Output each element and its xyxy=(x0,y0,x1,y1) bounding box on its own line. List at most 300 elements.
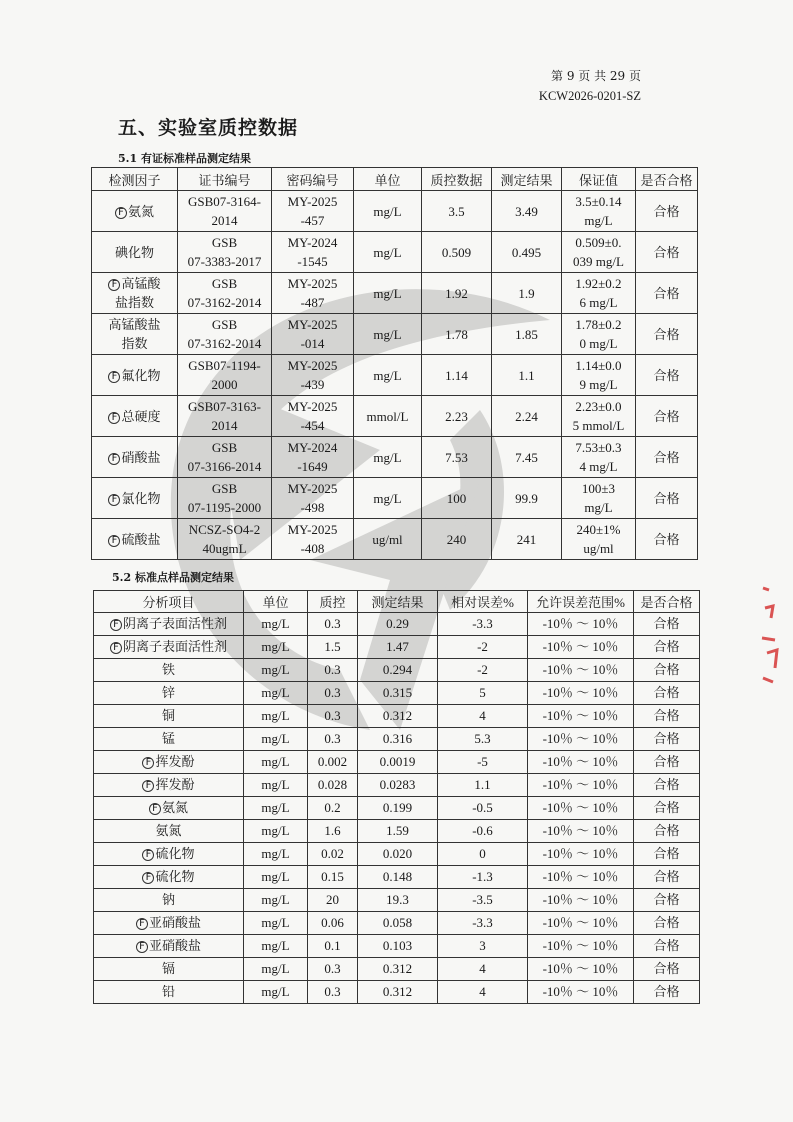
cell-line xyxy=(94,202,175,221)
pass-cell: 合格 xyxy=(636,396,698,437)
item-cell xyxy=(94,981,244,1004)
cell-line: 07-3166-2014 xyxy=(187,459,262,474)
cert-cell xyxy=(178,478,272,519)
range-cell: -10％ ～ 10％ xyxy=(528,659,634,682)
cell-line: 07-3162-2014 xyxy=(187,295,262,310)
cell-line: MY-2024 xyxy=(287,440,338,455)
table1-header-cell: 证书编号 xyxy=(178,168,272,191)
unit-cell: mmol/L xyxy=(354,396,422,437)
cell-line: 5 mmol/L xyxy=(572,418,625,433)
item-name: 镉 xyxy=(161,961,175,976)
range-cell: -10％ ～ 10％ xyxy=(528,705,634,728)
pass-cell: 合格 xyxy=(634,751,700,774)
item-name: 铜 xyxy=(161,708,175,723)
table-row xyxy=(94,728,700,751)
item-cell xyxy=(94,659,244,682)
result-cell: 0.0019 xyxy=(358,751,438,774)
cell-line: -454 xyxy=(300,418,325,433)
unit-cell: mg/L xyxy=(244,843,308,866)
range-cell: -10％ ～ 10％ xyxy=(528,958,634,981)
item-name: 硫化物 xyxy=(155,846,195,861)
unit-cell: mg/L xyxy=(244,613,308,636)
cell-line: mg/L xyxy=(584,213,613,228)
pass-cell: 合格 xyxy=(634,889,700,912)
factor-cell xyxy=(92,355,178,396)
cell-line xyxy=(94,315,175,334)
range-cell: -10％ ～ 10％ xyxy=(528,682,634,705)
result-cell: 0.058 xyxy=(358,912,438,935)
table-row xyxy=(92,314,698,355)
qc-cell: 0.002 xyxy=(308,751,358,774)
error-cell: -1.3 xyxy=(438,866,528,889)
table-row xyxy=(94,613,700,636)
cell-line: MY-2025 xyxy=(287,276,338,291)
cell-line: ug/ml xyxy=(583,541,614,556)
item-name: 亚硝酸盐 xyxy=(148,915,201,930)
result-cell: 1.59 xyxy=(358,820,438,843)
cert-cell xyxy=(178,232,272,273)
unit-cell: mg/L xyxy=(354,355,422,396)
guarantee-cell xyxy=(562,232,636,273)
qc-cell: 0.3 xyxy=(308,981,358,1004)
unit-cell: mg/L xyxy=(244,889,308,912)
circled-f-icon: F xyxy=(142,757,154,769)
result-cell: 0.495 xyxy=(492,232,562,273)
circled-f-icon: F xyxy=(149,803,161,815)
pass-cell: 合格 xyxy=(634,774,700,797)
error-cell: 5.3 xyxy=(438,728,528,751)
range-cell: -10％ ～ 10％ xyxy=(528,866,634,889)
item-name: 阴离子表面活性剂 xyxy=(122,639,227,654)
error-cell: 4 xyxy=(438,981,528,1004)
cell-line: -439 xyxy=(300,377,325,392)
cell-line: 1.92±0.2 xyxy=(575,276,622,291)
pass-cell: 合格 xyxy=(634,797,700,820)
cell-line: MY-2025 xyxy=(287,194,338,209)
qc-cell: 0.15 xyxy=(308,866,358,889)
result-cell: 1.85 xyxy=(492,314,562,355)
range-cell: -10％ ～ 10％ xyxy=(528,774,634,797)
factor-name: 硝酸盐 xyxy=(121,449,161,465)
circled-f-icon: F xyxy=(108,279,120,291)
cert-cell xyxy=(178,437,272,478)
code-cell xyxy=(272,519,354,560)
item-cell xyxy=(94,866,244,889)
item-name: 锰 xyxy=(161,731,175,746)
table1-title: 5.1 有证标准样品测定结果 xyxy=(118,152,251,165)
cell-line: -498 xyxy=(300,500,325,515)
factor-name: 氯化物 xyxy=(121,490,161,506)
cell-line: 9 mg/L xyxy=(579,377,618,392)
result-cell: 0.312 xyxy=(358,958,438,981)
circled-f-icon: F xyxy=(136,941,148,953)
result-cell: 1.1 xyxy=(492,355,562,396)
cell-line: 0.509±0. xyxy=(575,235,622,250)
qc-cell: 0.3 xyxy=(308,705,358,728)
cert-cell xyxy=(178,191,272,232)
factor-name: 总硬度 xyxy=(121,408,161,424)
pass-cell: 合格 xyxy=(634,659,700,682)
result-cell: 0.29 xyxy=(358,613,438,636)
result-cell: 0.020 xyxy=(358,843,438,866)
code-cell xyxy=(272,314,354,355)
unit-cell: mg/L xyxy=(244,912,308,935)
error-cell: -0.6 xyxy=(438,820,528,843)
qc-cell: 0.3 xyxy=(308,958,358,981)
pass-cell: 合格 xyxy=(636,314,698,355)
table-row xyxy=(94,958,700,981)
error-cell: 0 xyxy=(438,843,528,866)
cell-line: 2.23±0.0 xyxy=(575,399,622,414)
result-cell: 0.0283 xyxy=(358,774,438,797)
cell-line: GSB xyxy=(211,317,238,332)
qc-cell: 1.5 xyxy=(308,636,358,659)
item-cell xyxy=(94,935,244,958)
table1-header-cell: 质控数据 xyxy=(422,168,492,191)
unit-cell: mg/L xyxy=(244,774,308,797)
cell-line: 0 mg/L xyxy=(579,336,618,351)
qc-cell: 0.06 xyxy=(308,912,358,935)
cell-line: 039 mg/L xyxy=(573,254,624,269)
cell-line xyxy=(94,366,175,385)
factor-cell xyxy=(92,273,178,314)
table2-header-cell: 是否合格 xyxy=(634,591,700,613)
cell-line: 3.5±0.14 xyxy=(575,194,622,209)
cell-line: 4 mg/L xyxy=(579,459,618,474)
range-cell: -10％ ～ 10％ xyxy=(528,751,634,774)
table-row xyxy=(94,774,700,797)
qc-cell: 1.92 xyxy=(422,273,492,314)
unit-cell: ug/ml xyxy=(354,519,422,560)
code-cell xyxy=(272,191,354,232)
result-cell: 0.312 xyxy=(358,705,438,728)
item-cell xyxy=(94,889,244,912)
result-cell: 2.24 xyxy=(492,396,562,437)
result-cell: 0.312 xyxy=(358,981,438,1004)
pass-cell: 合格 xyxy=(636,519,698,560)
range-cell: -10％ ～ 10％ xyxy=(528,728,634,751)
factor-cell xyxy=(92,437,178,478)
pass-cell: 合格 xyxy=(634,705,700,728)
cell-line: -457 xyxy=(300,213,325,228)
cell-line: -014 xyxy=(300,336,325,351)
cell-line: -408 xyxy=(300,541,325,556)
circled-f-icon: F xyxy=(108,453,120,465)
pass-cell: 合格 xyxy=(634,636,700,659)
cell-line: MY-2025 xyxy=(287,522,338,537)
table1-header-cell: 测定结果 xyxy=(492,168,562,191)
cell-line xyxy=(94,530,175,549)
error-cell: -5 xyxy=(438,751,528,774)
cell-line: GSB xyxy=(211,440,238,455)
table-row xyxy=(94,981,700,1004)
qc-cell: 0.3 xyxy=(308,613,358,636)
qc-cell: 0.028 xyxy=(308,774,358,797)
cert-cell xyxy=(178,314,272,355)
table2-header-cell: 测定结果 xyxy=(358,591,438,613)
table1-header-cell: 是否合格 xyxy=(636,168,698,191)
pass-cell: 合格 xyxy=(634,613,700,636)
range-cell: -10％ ～ 10％ xyxy=(528,935,634,958)
cell-line xyxy=(94,489,175,508)
result-cell: 0.199 xyxy=(358,797,438,820)
result-cell: 241 xyxy=(492,519,562,560)
item-name: 氨氮 xyxy=(161,800,188,815)
qc-cell: 2.23 xyxy=(422,396,492,437)
red-seal-edge xyxy=(759,578,785,698)
unit-cell: mg/L xyxy=(354,191,422,232)
circled-f-icon: F xyxy=(110,642,122,654)
result-cell: 3.49 xyxy=(492,191,562,232)
qc-cell: 0.3 xyxy=(308,659,358,682)
unit-cell: mg/L xyxy=(354,437,422,478)
cell-line: GSB xyxy=(211,235,238,250)
result-cell: 99.9 xyxy=(492,478,562,519)
unit-cell: mg/L xyxy=(244,866,308,889)
table1-header-cell: 检测因子 xyxy=(92,168,178,191)
range-cell: -10％ ～ 10％ xyxy=(528,820,634,843)
qc-cell: 7.53 xyxy=(422,437,492,478)
qc-cell: 0.02 xyxy=(308,843,358,866)
qc-cell: 0.509 xyxy=(422,232,492,273)
table-row xyxy=(92,396,698,437)
qc-cell: 100 xyxy=(422,478,492,519)
guarantee-cell xyxy=(562,273,636,314)
error-cell: 4 xyxy=(438,705,528,728)
error-cell: 3 xyxy=(438,935,528,958)
unit-cell: mg/L xyxy=(354,232,422,273)
pass-cell: 合格 xyxy=(634,682,700,705)
cell-line: GSB07-1194- xyxy=(188,358,261,373)
factor-cell xyxy=(92,232,178,273)
item-cell xyxy=(94,958,244,981)
table-row xyxy=(94,820,700,843)
item-name: 铁 xyxy=(161,662,175,677)
pass-cell: 合格 xyxy=(636,191,698,232)
qc-cell: 0.1 xyxy=(308,935,358,958)
item-cell xyxy=(94,682,244,705)
circled-f-icon: F xyxy=(136,918,148,930)
table2-header-cell: 相对误差% xyxy=(438,591,528,613)
table2-header-cell: 分析项目 xyxy=(94,591,244,613)
unit-cell: mg/L xyxy=(244,682,308,705)
result-cell: 0.315 xyxy=(358,682,438,705)
cell-line: 100±3 xyxy=(581,481,616,496)
qc-cell: 1.78 xyxy=(422,314,492,355)
table-row xyxy=(94,889,700,912)
pass-cell: 合格 xyxy=(636,273,698,314)
result-cell: 1.47 xyxy=(358,636,438,659)
cell-line xyxy=(94,448,175,467)
cell-line: 1.78±0.2 xyxy=(575,317,622,332)
cell-line: 07-1195-2000 xyxy=(187,500,262,515)
cell-line: 240±1% xyxy=(576,522,621,537)
circled-f-icon: F xyxy=(142,849,154,861)
cert-cell xyxy=(178,396,272,437)
unit-cell: mg/L xyxy=(354,314,422,355)
unit-cell: mg/L xyxy=(354,478,422,519)
circled-f-icon: F xyxy=(108,371,120,383)
item-name: 钠 xyxy=(161,892,175,907)
factor-name: 高锰酸盐 xyxy=(108,317,161,332)
range-cell: -10％ ～ 10％ xyxy=(528,981,634,1004)
factor-name: 高锰酸 xyxy=(121,276,161,291)
pass-cell: 合格 xyxy=(634,728,700,751)
unit-cell: mg/L xyxy=(244,797,308,820)
table2-header-row xyxy=(94,591,700,613)
cell-line: mg/L xyxy=(584,500,613,515)
error-cell: 4 xyxy=(438,958,528,981)
result-cell: 0.103 xyxy=(358,935,438,958)
result-cell: 0.148 xyxy=(358,866,438,889)
cell-line: 盐指数 xyxy=(114,295,154,310)
circled-f-icon: F xyxy=(115,207,127,219)
guarantee-cell xyxy=(562,396,636,437)
unit-cell: mg/L xyxy=(244,728,308,751)
item-name: 氨氮 xyxy=(155,823,182,838)
qc-cell: 20 xyxy=(308,889,358,912)
unit-cell: mg/L xyxy=(244,820,308,843)
table-row xyxy=(94,751,700,774)
circled-f-icon: F xyxy=(142,780,154,792)
result-cell: 0.316 xyxy=(358,728,438,751)
cell-line: -487 xyxy=(300,295,325,310)
item-name: 铅 xyxy=(161,984,175,999)
table-row xyxy=(92,273,698,314)
circled-f-icon: F xyxy=(110,619,122,631)
item-name: 硫化物 xyxy=(155,869,195,884)
circled-f-icon: F xyxy=(142,872,154,884)
item-cell xyxy=(94,843,244,866)
pass-cell: 合格 xyxy=(636,478,698,519)
range-cell: -10％ ～ 10％ xyxy=(528,889,634,912)
table-row xyxy=(94,912,700,935)
circled-f-icon: F xyxy=(108,412,120,424)
pass-cell: 合格 xyxy=(634,912,700,935)
table2-title: 5.2 标准点样品测定结果 xyxy=(112,571,234,584)
item-cell xyxy=(94,820,244,843)
code-cell xyxy=(272,273,354,314)
factor-name: 碘化物 xyxy=(114,244,154,260)
cell-line: 2014 xyxy=(211,213,238,228)
table1-header-cell: 密码编号 xyxy=(272,168,354,191)
cert-cell xyxy=(178,519,272,560)
unit-cell: mg/L xyxy=(244,751,308,774)
pass-cell: 合格 xyxy=(634,935,700,958)
table-row xyxy=(92,437,698,478)
guarantee-cell xyxy=(562,191,636,232)
page-header xyxy=(539,66,641,106)
standard-point-table xyxy=(93,590,700,1004)
cell-line xyxy=(94,407,175,426)
table-row xyxy=(94,659,700,682)
factor-name: 氟化物 xyxy=(121,367,161,383)
range-cell: -10％ ～ 10％ xyxy=(528,613,634,636)
factor-cell xyxy=(92,478,178,519)
pass-cell: 合格 xyxy=(634,981,700,1004)
cell-line: 2000 xyxy=(211,377,238,392)
table-row xyxy=(94,866,700,889)
item-name: 挥发酚 xyxy=(155,777,195,792)
certified-reference-table xyxy=(91,167,698,560)
cell-line: 7.53±0.3 xyxy=(575,440,622,455)
item-cell xyxy=(94,912,244,935)
item-cell xyxy=(94,728,244,751)
guarantee-cell xyxy=(562,437,636,478)
cell-line: MY-2024 xyxy=(287,235,338,250)
range-cell: -10％ ～ 10％ xyxy=(528,912,634,935)
result-cell: 7.45 xyxy=(492,437,562,478)
guarantee-cell xyxy=(562,519,636,560)
table-row xyxy=(92,232,698,273)
code-cell xyxy=(272,478,354,519)
cert-cell xyxy=(178,355,272,396)
factor-cell xyxy=(92,396,178,437)
guarantee-cell xyxy=(562,314,636,355)
cell-line: 07-3162-2014 xyxy=(187,336,262,351)
item-cell xyxy=(94,705,244,728)
cell-line xyxy=(94,274,175,293)
table-row xyxy=(94,636,700,659)
qc-cell: 1.14 xyxy=(422,355,492,396)
guarantee-cell xyxy=(562,478,636,519)
unit-cell: mg/L xyxy=(244,659,308,682)
item-name: 阴离子表面活性剂 xyxy=(122,616,227,631)
error-cell: -0.5 xyxy=(438,797,528,820)
cell-line: 6 mg/L xyxy=(579,295,618,310)
error-cell: 5 xyxy=(438,682,528,705)
code-cell xyxy=(272,355,354,396)
unit-cell: mg/L xyxy=(244,705,308,728)
code-cell xyxy=(272,437,354,478)
pass-cell: 合格 xyxy=(636,232,698,273)
table-row xyxy=(92,191,698,232)
qc-cell: 0.3 xyxy=(308,728,358,751)
pass-cell: 合格 xyxy=(634,958,700,981)
circled-f-icon: F xyxy=(108,535,120,547)
cell-line: 指数 xyxy=(121,336,148,351)
item-cell xyxy=(94,613,244,636)
qc-cell: 3.5 xyxy=(422,191,492,232)
cell-line: -1545 xyxy=(297,254,328,269)
unit-cell: mg/L xyxy=(244,935,308,958)
table-row xyxy=(94,705,700,728)
unit-cell: mg/L xyxy=(354,273,422,314)
range-cell: -10％ ～ 10％ xyxy=(528,636,634,659)
pass-cell: 合格 xyxy=(634,820,700,843)
factor-cell xyxy=(92,314,178,355)
page-info: 第 9 页 共 29 页 xyxy=(551,69,641,83)
table2-header-cell: 允许误差范围% xyxy=(528,591,634,613)
table-row xyxy=(94,935,700,958)
circled-f-icon: F xyxy=(108,494,120,506)
item-name: 亚硝酸盐 xyxy=(148,938,201,953)
unit-cell: mg/L xyxy=(244,636,308,659)
cell-line: GSB xyxy=(211,481,238,496)
cell-line: MY-2025 xyxy=(287,399,338,414)
cell-line: 1.14±0.0 xyxy=(575,358,622,373)
range-cell: -10％ ～ 10％ xyxy=(528,797,634,820)
cell-line: GSB07-3163- xyxy=(188,399,261,414)
item-name: 锌 xyxy=(161,685,175,700)
error-cell: -3.3 xyxy=(438,912,528,935)
table1-header-cell: 单位 xyxy=(354,168,422,191)
table-row xyxy=(92,478,698,519)
qc-cell: 240 xyxy=(422,519,492,560)
table1-header-row xyxy=(92,168,698,191)
factor-cell xyxy=(92,191,178,232)
table-row xyxy=(94,843,700,866)
